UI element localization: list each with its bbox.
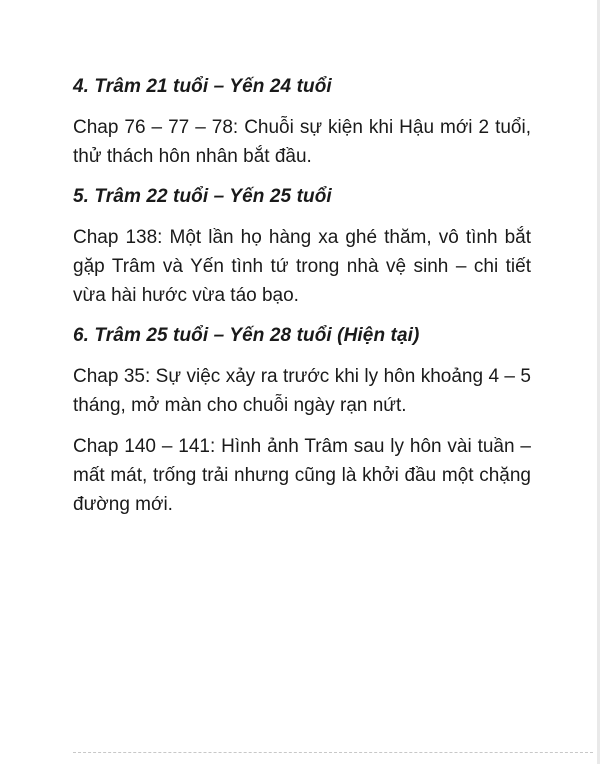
section-4-paragraph: Chap 76 – 77 – 78: Chuỗi sự kiện khi Hậu mới 2 tuổi, thử thách hôn nhân bắt đầu. bbox=[73, 117, 531, 167]
section-6-paragraph-2: Chap 140 – 141: Hình ảnh Trâm sau ly hôn vài tuần – mất mát, trống trải nhưng cũng là khởi đầu một chặng đường mới. bbox=[73, 436, 531, 515]
section-heading-6: 6. Trâm 25 tuổi – Yến 28 tuổi (Hiện tại) bbox=[73, 325, 420, 346]
section-5-paragraph: Chap 138: Một lần họ hàng xa ghé thăm, vô tình bắt gặp Trâm và Yến tình tứ trong nhà vệ sinh – chi tiết vừa hài hước vừa táo bạo. bbox=[73, 227, 531, 306]
page-footer-divider bbox=[73, 752, 593, 753]
document-body bbox=[73, 73, 531, 519]
section-heading-4: 4. Trâm 21 tuổi – Yến 24 tuổi bbox=[73, 76, 332, 97]
section-heading-5: 5. Trâm 22 tuổi – Yến 25 tuổi bbox=[73, 186, 332, 207]
section-6-paragraph-1: Chap 35: Sự việc xảy ra trước khi ly hôn khoảng 4 – 5 tháng, mở màn cho chuỗi ngày rạn nứt. bbox=[73, 366, 531, 416]
